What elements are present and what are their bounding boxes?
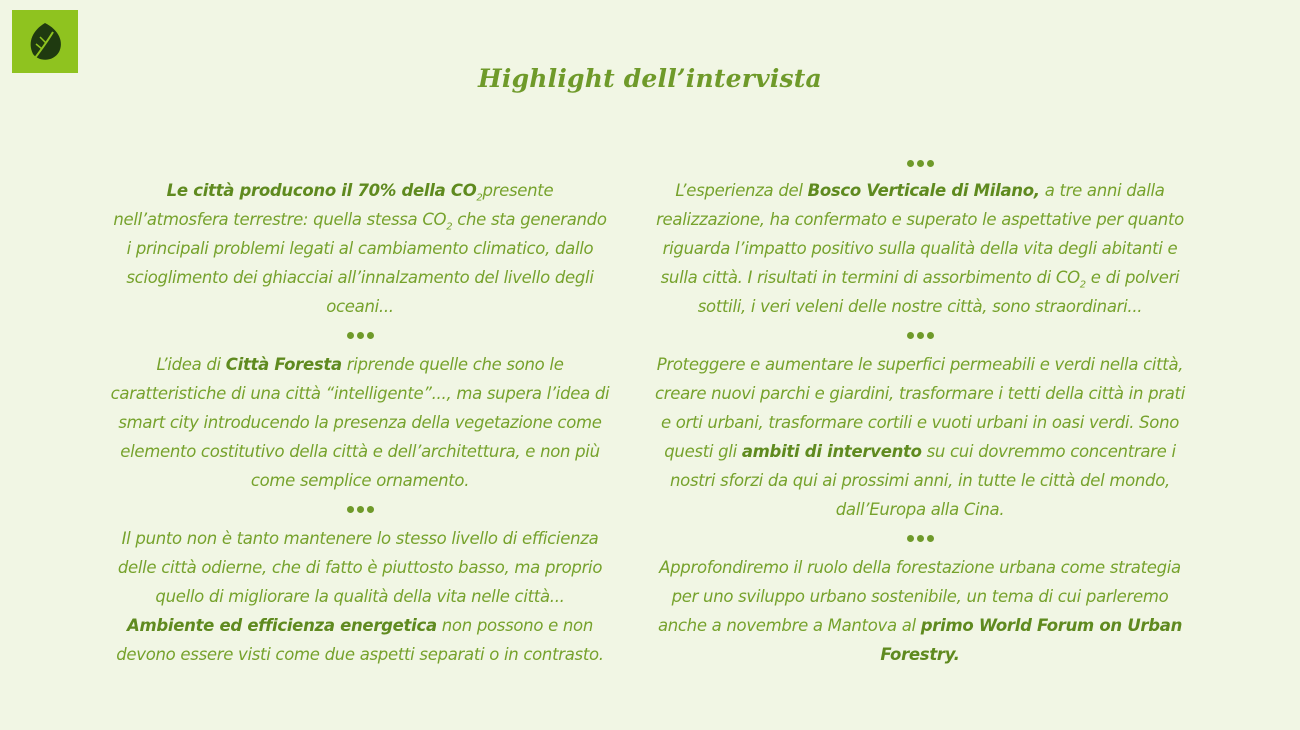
text: Il punto non è tanto mantenere lo stesso livello di efficienza delle città odierne, che di fatto è piuttosto basso, ma proprio quello di migliorare la qualità della vita nelle città... xyxy=(117,529,603,606)
text: Proteggere e aumentare le superfici permeabili e verdi nella città, creare nuovi parchi e giardini, trasformare i tetti della città in prati e orti urbani, trasformare cortili e vuoti urbani in oasi verdi. Sono questi gli xyxy=(654,355,1185,461)
text: a tre anni dalla realizzazione, ha confermato e superato le aspettative per quanto riguarda l’impatto positivo sulla qualità della vita degli abitanti e sulla città. I risultati in termini di assorbimento di CO xyxy=(656,181,1184,287)
text: non possono e non devono essere visti come due aspetti separati o in contrasto. xyxy=(116,616,604,664)
subscript: 2 xyxy=(446,221,453,233)
three-dots-icon xyxy=(110,495,610,524)
text: che sta generando i principali problemi legati al cambiamento climatico, dallo scioglimento dei ghiacciai all’innalzamento del livello degli oceani... xyxy=(126,210,607,316)
bold-text: primo World Forum on Urban Forestry. xyxy=(880,616,1183,664)
three-dots-icon xyxy=(650,150,1190,176)
text: e di polveri sottili, i veri veleni delle nostre città, sono straordinari... xyxy=(697,268,1180,316)
subscript: 2 xyxy=(476,192,483,204)
right-paragraph-1 xyxy=(650,176,1190,321)
bold-text: Bosco Verticale di Milano, xyxy=(807,181,1040,200)
left-column xyxy=(110,176,610,669)
bold-text: Le città producono il 70% della CO xyxy=(166,181,477,200)
bold-text: Ambiente ed efficienza energetica xyxy=(127,616,437,635)
three-dots-icon xyxy=(110,321,610,350)
right-paragraph-3 xyxy=(650,553,1190,669)
text: L’esperienza del xyxy=(675,181,808,200)
text: riprende quelle che sono le caratteristiche di una città “intelligente”..., ma supera l’idea di smart city introducendo la presenza della vegetazione come elemento costitutivo della città e dell’architettura, e non più come semplice ornamento. xyxy=(110,355,610,490)
subscript: 2 xyxy=(1079,279,1086,291)
left-paragraph-1 xyxy=(110,176,610,321)
three-dots-icon xyxy=(650,321,1190,350)
text: su cui dovremmo concentrare i nostri sforzi da qui ai prossimi anni, in tutte le città del mondo, dall’Europa alla Cina. xyxy=(670,442,1176,519)
text: L’idea di xyxy=(156,355,226,374)
text: presente nell’atmosfera terrestre: quella stessa CO xyxy=(113,181,554,229)
text: Approfondiremo il ruolo della forestazione urbana come strategia per uno sviluppo urbano sostenibile, un tema di cui parleremo anche a novembre a Mantova al xyxy=(657,558,1181,635)
left-paragraph-2 xyxy=(110,350,610,495)
right-column xyxy=(650,150,1190,669)
three-dots-icon xyxy=(650,524,1190,553)
right-paragraph-2 xyxy=(650,350,1190,524)
left-paragraph-3 xyxy=(110,524,610,669)
page-title: Highlight dell’intervista xyxy=(478,64,822,93)
leaf-icon xyxy=(23,20,67,64)
bold-text: Città Foresta xyxy=(225,355,342,374)
bold-text: ambiti di intervento xyxy=(741,442,922,461)
